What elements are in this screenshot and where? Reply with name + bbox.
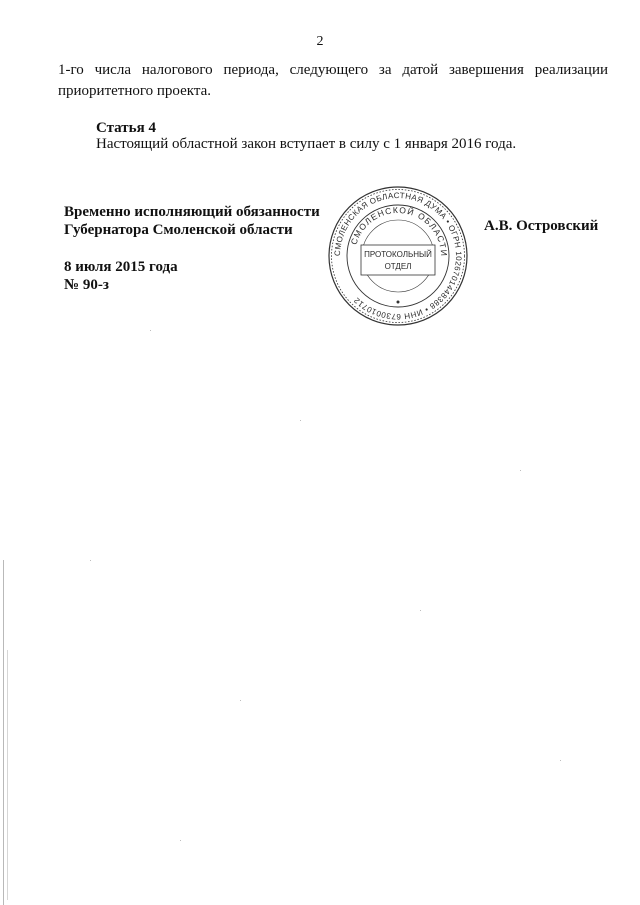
- scan-speck: [90, 560, 91, 561]
- scan-speck: [180, 840, 181, 841]
- scan-speck: [150, 330, 151, 331]
- law-date: 8 июля 2015 года: [64, 259, 178, 275]
- scan-speck: [420, 610, 421, 611]
- signatory-title-line1: Временно исполняющий обязанности: [64, 204, 320, 220]
- law-number: № 90-з: [64, 277, 109, 293]
- seal-outer-text: СМОЛЕНСКАЯ ОБЛАСТНАЯ ДУМА • ОГРН 1026701448388 • ИНН 6730010712: [332, 190, 464, 322]
- scan-speck: [300, 420, 301, 421]
- article-heading: Статья 4: [96, 120, 156, 136]
- scan-speck: [520, 470, 521, 471]
- scan-speck: [240, 700, 241, 701]
- signatory-title: [64, 203, 320, 239]
- seal-center-line2: ОТДЕЛ: [384, 262, 412, 271]
- law-details: [64, 258, 178, 294]
- paragraph-text: 1-го числа налогового периода, следующего за датой завершения реализации приоритетного проекта.: [58, 62, 608, 99]
- scan-speck: [560, 760, 561, 761]
- signatory-name: А.В. Островский: [484, 218, 599, 234]
- official-seal-stamp: [327, 185, 469, 327]
- article-text: Настоящий областной закон вступает в силу с 1 января 2016 года.: [96, 136, 517, 152]
- seal-center-line1: ПРОТОКОЛЬНЫЙ: [364, 250, 432, 259]
- scan-edge-line: [3, 560, 4, 905]
- seal-inner-text: СМОЛЕНСКОЙ ОБЛАСТИ: [348, 204, 450, 258]
- signatory-title-line2: Губернатора Смоленской области: [64, 222, 293, 238]
- scan-edge-line: [7, 650, 8, 900]
- page-number: 2: [316, 34, 324, 49]
